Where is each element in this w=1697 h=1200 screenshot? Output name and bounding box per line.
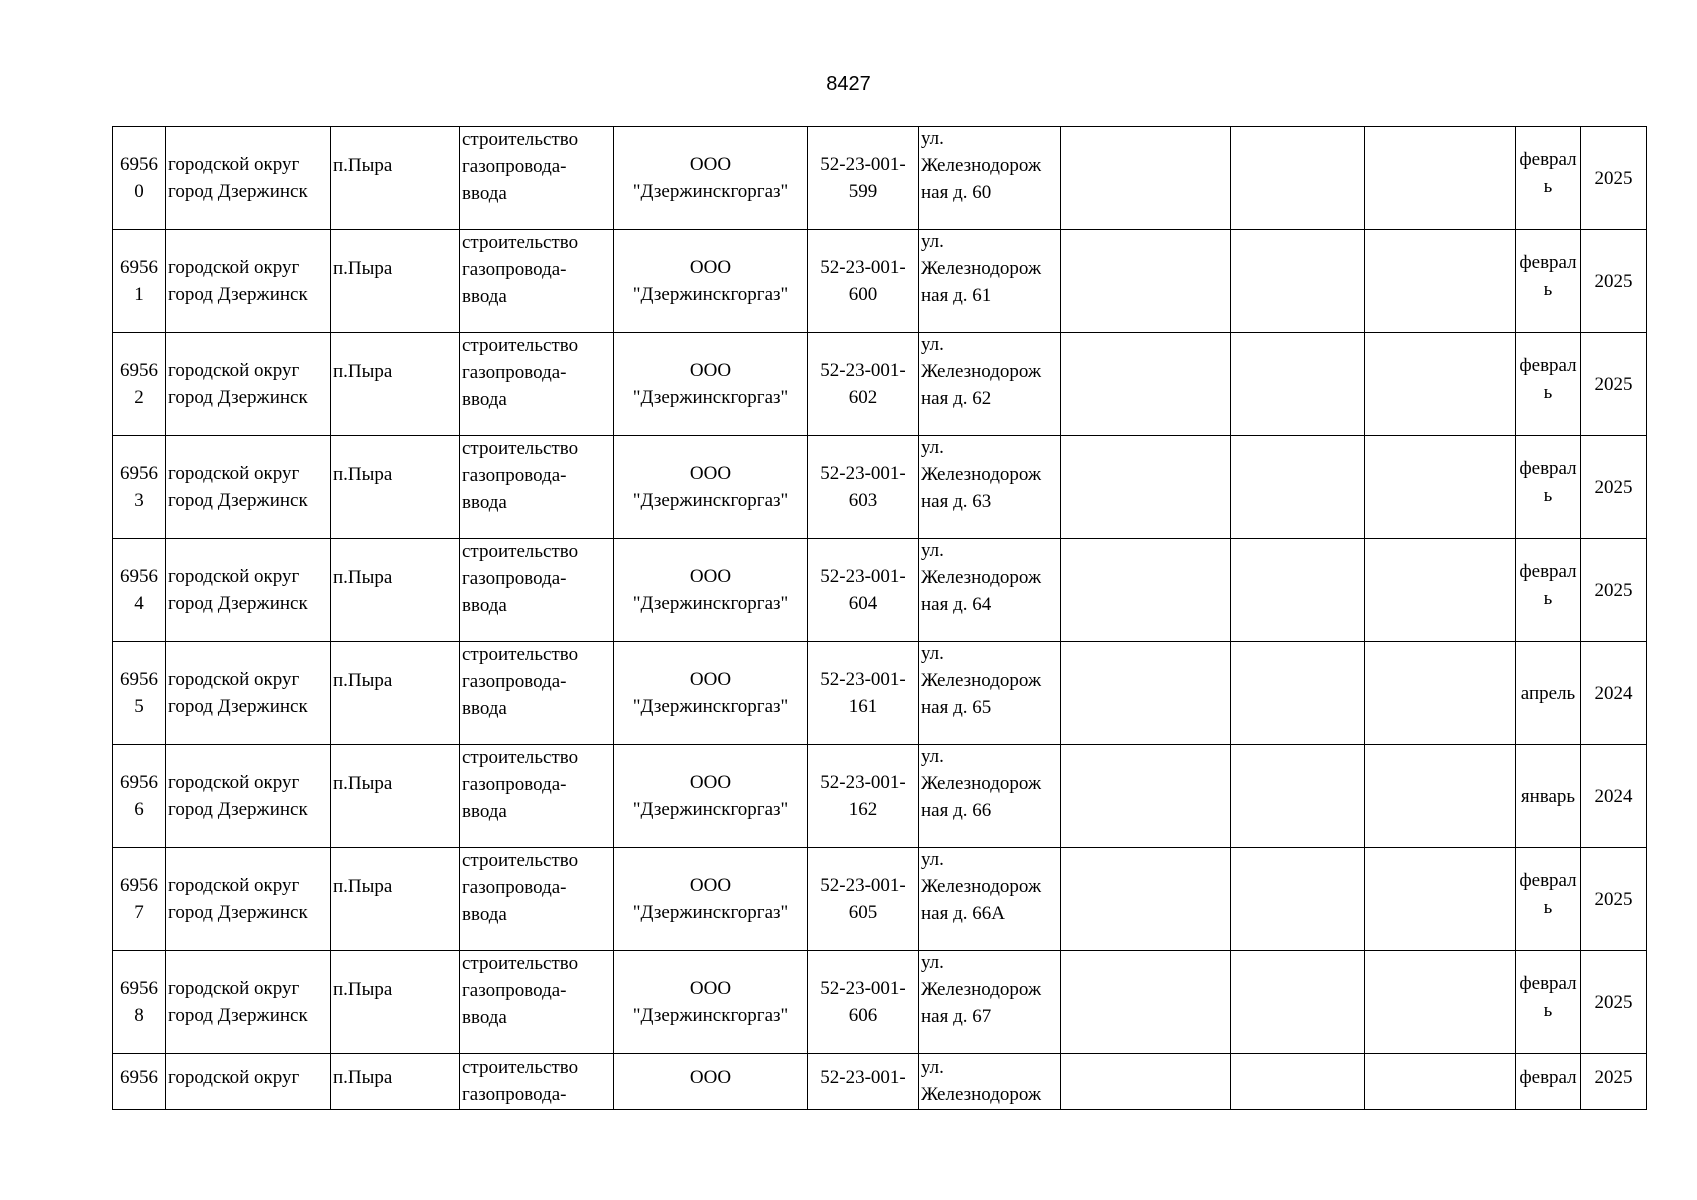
work-type-cell: строительство газопровода- ввода	[460, 127, 614, 230]
empty-cell	[1365, 745, 1516, 848]
organization-cell: ООО	[614, 1054, 808, 1110]
address-cell: ул. Железнодорож ная д. 66	[919, 745, 1061, 848]
organization-cell: ООО "Дзержинскгоргаз"	[614, 436, 808, 539]
organization-cell: ООО "Дзержинскгоргаз"	[614, 333, 808, 436]
settlement-cell: п.Пыра	[331, 642, 460, 745]
month-cell: феврал ь	[1516, 333, 1581, 436]
empty-cell	[1231, 1054, 1365, 1110]
work-type-cell: строительство газопровода- ввода	[460, 436, 614, 539]
empty-cell	[1061, 127, 1231, 230]
empty-cell	[1061, 745, 1231, 848]
table-row	[113, 436, 1647, 539]
page-number: 8427	[826, 73, 871, 95]
table-row	[113, 127, 1647, 230]
empty-cell	[1231, 127, 1365, 230]
year-cell: 2025	[1581, 230, 1647, 333]
month-cell: феврал	[1516, 1054, 1581, 1110]
year-cell: 2025	[1581, 848, 1647, 951]
empty-cell	[1231, 333, 1365, 436]
code-cell: 52-23-001-	[808, 1054, 919, 1110]
table-row	[113, 642, 1647, 745]
organization-cell: ООО "Дзержинскгоргаз"	[614, 127, 808, 230]
record-number-cell: 6956	[113, 1054, 166, 1110]
district-cell: городской округ город Дзержинск	[166, 230, 331, 333]
empty-cell	[1061, 333, 1231, 436]
table-row	[113, 745, 1647, 848]
settlement-cell: п.Пыра	[331, 539, 460, 642]
district-cell: городской округ город Дзержинск	[166, 642, 331, 745]
empty-cell	[1231, 436, 1365, 539]
year-cell: 2025	[1581, 436, 1647, 539]
settlement-cell: п.Пыра	[331, 333, 460, 436]
settlement-cell: п.Пыра	[331, 951, 460, 1054]
address-cell: ул. Железнодорож ная д. 67	[919, 951, 1061, 1054]
district-cell: городской округ город Дзержинск	[166, 848, 331, 951]
table-row	[113, 951, 1647, 1054]
month-cell: январь	[1516, 745, 1581, 848]
organization-cell: ООО "Дзержинскгоргаз"	[614, 951, 808, 1054]
work-type-cell: строительство газопровода- ввода	[460, 951, 614, 1054]
code-cell: 52-23-001- 161	[808, 642, 919, 745]
district-cell: городской округ	[166, 1054, 331, 1110]
empty-cell	[1365, 642, 1516, 745]
district-cell: городской округ город Дзержинск	[166, 951, 331, 1054]
empty-cell	[1061, 642, 1231, 745]
code-cell: 52-23-001- 602	[808, 333, 919, 436]
code-cell: 52-23-001- 162	[808, 745, 919, 848]
year-cell: 2024	[1581, 642, 1647, 745]
work-type-cell: строительство газопровода- ввода	[460, 642, 614, 745]
empty-cell	[1231, 745, 1365, 848]
code-cell: 52-23-001- 599	[808, 127, 919, 230]
year-cell: 2025	[1581, 539, 1647, 642]
record-number-cell: 6956 7	[113, 848, 166, 951]
empty-cell	[1231, 848, 1365, 951]
organization-cell: ООО "Дзержинскгоргаз"	[614, 848, 808, 951]
record-number-cell: 6956 3	[113, 436, 166, 539]
month-cell: феврал ь	[1516, 127, 1581, 230]
record-number-cell: 6956 6	[113, 745, 166, 848]
table-row	[113, 333, 1647, 436]
month-cell: феврал ь	[1516, 951, 1581, 1054]
month-cell: феврал ь	[1516, 436, 1581, 539]
work-type-cell: строительство газопровода- ввода	[460, 230, 614, 333]
address-cell: ул. Железнодорож ная д. 61	[919, 230, 1061, 333]
record-number-cell: 6956 8	[113, 951, 166, 1054]
settlement-cell: п.Пыра	[331, 1054, 460, 1110]
record-number-cell: 6956 0	[113, 127, 166, 230]
year-cell: 2025	[1581, 1054, 1647, 1110]
district-cell: городской округ город Дзержинск	[166, 436, 331, 539]
empty-cell	[1365, 539, 1516, 642]
empty-cell	[1231, 230, 1365, 333]
code-cell: 52-23-001- 603	[808, 436, 919, 539]
empty-cell	[1365, 951, 1516, 1054]
district-cell: городской округ город Дзержинск	[166, 333, 331, 436]
table-row	[113, 539, 1647, 642]
district-cell: городской округ город Дзержинск	[166, 539, 331, 642]
year-cell: 2025	[1581, 951, 1647, 1054]
address-cell: ул. Железнодорож ная д. 64	[919, 539, 1061, 642]
empty-cell	[1365, 436, 1516, 539]
empty-cell	[1231, 642, 1365, 745]
year-cell: 2025	[1581, 333, 1647, 436]
empty-cell	[1061, 230, 1231, 333]
month-cell: апрель	[1516, 642, 1581, 745]
organization-cell: ООО "Дзержинскгоргаз"	[614, 230, 808, 333]
address-cell: ул. Железнодорож ная д. 66А	[919, 848, 1061, 951]
register-table	[112, 126, 1647, 1110]
record-number-cell: 6956 2	[113, 333, 166, 436]
empty-cell	[1061, 848, 1231, 951]
district-cell: городской округ город Дзержинск	[166, 745, 331, 848]
code-cell: 52-23-001- 605	[808, 848, 919, 951]
empty-cell	[1061, 436, 1231, 539]
empty-cell	[1231, 539, 1365, 642]
work-type-cell: строительство газопровода-	[460, 1054, 614, 1110]
month-cell: феврал ь	[1516, 539, 1581, 642]
address-cell: ул. Железнодорож ная д. 62	[919, 333, 1061, 436]
address-cell: ул. Железнодорож	[919, 1054, 1061, 1110]
empty-cell	[1365, 1054, 1516, 1110]
code-cell: 52-23-001- 604	[808, 539, 919, 642]
work-type-cell: строительство газопровода- ввода	[460, 333, 614, 436]
year-cell: 2024	[1581, 745, 1647, 848]
empty-cell	[1365, 848, 1516, 951]
empty-cell	[1365, 230, 1516, 333]
month-cell: феврал ь	[1516, 848, 1581, 951]
organization-cell: ООО "Дзержинскгоргаз"	[614, 745, 808, 848]
district-cell: городской округ город Дзержинск	[166, 127, 331, 230]
work-type-cell: строительство газопровода- ввода	[460, 848, 614, 951]
empty-cell	[1061, 951, 1231, 1054]
table-row	[113, 230, 1647, 333]
settlement-cell: п.Пыра	[331, 436, 460, 539]
organization-cell: ООО "Дзержинскгоргаз"	[614, 539, 808, 642]
code-cell: 52-23-001- 600	[808, 230, 919, 333]
settlement-cell: п.Пыра	[331, 848, 460, 951]
address-cell: ул. Железнодорож ная д. 65	[919, 642, 1061, 745]
empty-cell	[1061, 1054, 1231, 1110]
settlement-cell: п.Пыра	[331, 127, 460, 230]
table-row	[113, 1054, 1647, 1110]
record-number-cell: 6956 1	[113, 230, 166, 333]
address-cell: ул. Железнодорож ная д. 63	[919, 436, 1061, 539]
empty-cell	[1365, 127, 1516, 230]
code-cell: 52-23-001- 606	[808, 951, 919, 1054]
work-type-cell: строительство газопровода- ввода	[460, 745, 614, 848]
empty-cell	[1061, 539, 1231, 642]
address-cell: ул. Железнодорож ная д. 60	[919, 127, 1061, 230]
organization-cell: ООО "Дзержинскгоргаз"	[614, 642, 808, 745]
month-cell: феврал ь	[1516, 230, 1581, 333]
record-number-cell: 6956 4	[113, 539, 166, 642]
empty-cell	[1365, 333, 1516, 436]
work-type-cell: строительство газопровода- ввода	[460, 539, 614, 642]
settlement-cell: п.Пыра	[331, 230, 460, 333]
empty-cell	[1231, 951, 1365, 1054]
year-cell: 2025	[1581, 127, 1647, 230]
settlement-cell: п.Пыра	[331, 745, 460, 848]
record-number-cell: 6956 5	[113, 642, 166, 745]
table-row	[113, 848, 1647, 951]
